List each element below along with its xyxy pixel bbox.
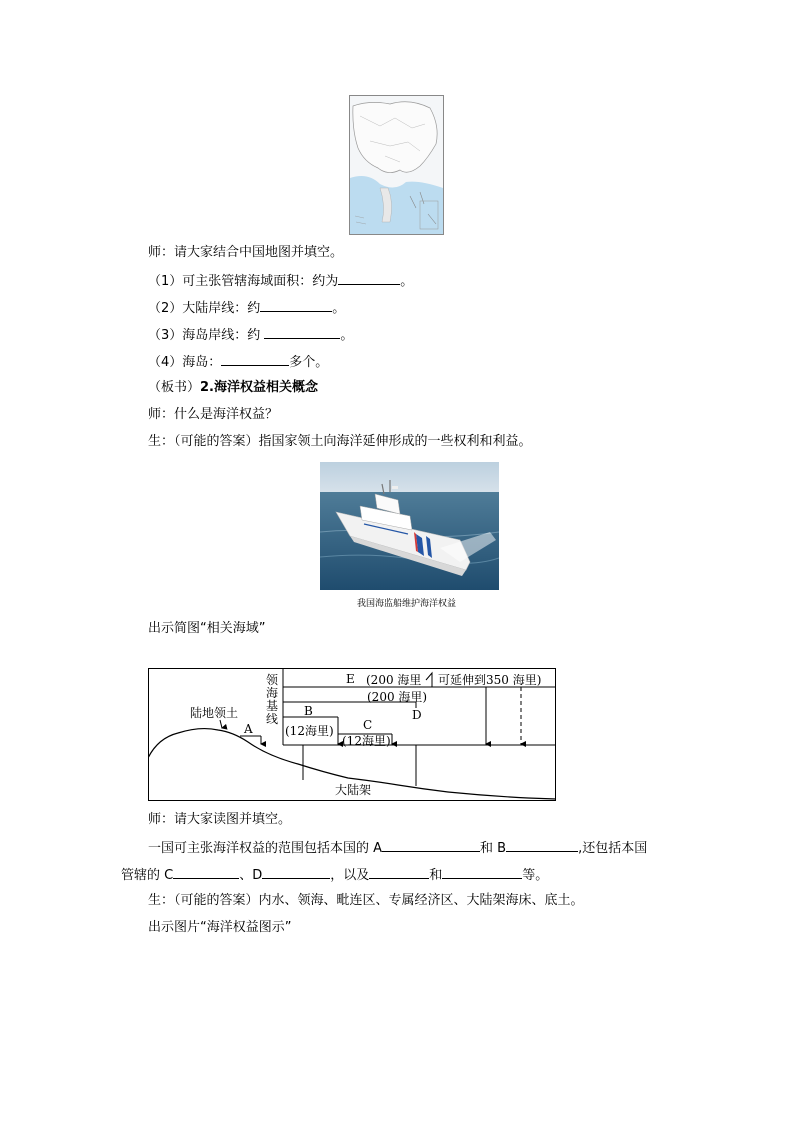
- label-b-sub: (12海里): [285, 724, 334, 738]
- board-title: 2.海洋权益相关概念: [200, 380, 318, 395]
- student-answer: 生：（可能的答案）指国家领土向海洋延伸形成的一些权利和利益。: [148, 434, 532, 449]
- question-1: [148, 271, 413, 291]
- fill-blank-f[interactable]: [442, 865, 522, 879]
- teacher-question: 师：什么是海洋权益？: [148, 407, 279, 422]
- question-1-suffix: 。: [400, 274, 414, 289]
- answer-blank-3[interactable]: [264, 325, 340, 339]
- ship-caption: 我国海监船维护海洋权益: [357, 599, 457, 609]
- china-map-icon: [350, 96, 443, 234]
- baseline-label: [266, 674, 280, 726]
- fill-text-7: 和: [429, 868, 443, 883]
- question-3: [148, 325, 353, 345]
- show-diagram-text: 出示简图“相关海域”: [148, 621, 266, 636]
- fill-text-6: ，以及: [330, 868, 370, 883]
- fill-text-2: 和 B: [480, 841, 507, 856]
- question-4: [148, 352, 328, 372]
- question-intro: 师：请大家结合中国地图并填空。: [148, 245, 344, 260]
- show-picture-text: 出示图片“海洋权益图示”: [148, 920, 292, 935]
- label-c: C: [363, 718, 373, 732]
- answer-blank-4[interactable]: [221, 352, 289, 366]
- board-heading: [148, 379, 318, 397]
- label-a: A: [244, 722, 253, 736]
- label-e-sub: (200 海里: [366, 673, 422, 687]
- question-2-suffix: 。: [332, 301, 346, 316]
- fill-text-1: 一国可主张海洋权益的范围包括本国的 A: [148, 841, 383, 856]
- fill-line-1: [148, 838, 647, 858]
- baseline-char-3: 基: [266, 699, 279, 713]
- read-intro: 师：请大家读图并填空。: [148, 812, 292, 827]
- fill-blank-b[interactable]: [506, 838, 578, 852]
- ship-icon: [320, 462, 499, 590]
- land-label: 陆地领土: [190, 706, 239, 720]
- question-4-text: （4）海岛：: [148, 355, 222, 370]
- baseline-char-1: 领: [266, 673, 279, 687]
- label-d-sub: (200 海里): [367, 690, 428, 704]
- label-b: B: [304, 704, 313, 718]
- fill-line-2: [121, 865, 548, 885]
- baseline-char-4: 线: [266, 712, 279, 726]
- question-2: [148, 298, 345, 318]
- student-answer-2: 生：（可能的答案）内水、领海、毗连区、专属经济区、大陆架海床、底土。: [148, 893, 584, 908]
- baseline-char-2: 海: [266, 686, 279, 700]
- sea-zone-diagram: [148, 668, 556, 801]
- label-e: E: [346, 672, 355, 686]
- fill-blank-d[interactable]: [262, 865, 330, 879]
- question-1-text: （1）可主张管辖海域面积：约为: [148, 274, 339, 289]
- label-c-sub: (12海里): [342, 734, 391, 748]
- board-label: （板书）: [148, 380, 201, 395]
- fill-blank-c[interactable]: [173, 865, 239, 879]
- answer-blank-2[interactable]: [260, 298, 332, 312]
- answer-blank-1[interactable]: [338, 271, 400, 285]
- ship-photo: [320, 462, 499, 590]
- fill-text-8: 等。: [522, 868, 549, 883]
- fill-blank-a[interactable]: [382, 838, 480, 852]
- shelf-label: 大陆架: [335, 783, 372, 797]
- fill-blank-e[interactable]: [369, 865, 429, 879]
- china-map-image: [349, 95, 444, 235]
- fill-text-4: 管辖的 C: [121, 868, 174, 883]
- question-2-text: （2）大陆岸线：约: [148, 301, 261, 316]
- label-d: D: [412, 708, 422, 722]
- fill-text-3: ,还包括本国: [578, 841, 648, 856]
- question-4-suffix: 多个。: [289, 355, 329, 370]
- question-3-text: （3）海岛岸线：约: [148, 328, 265, 343]
- fill-text-5: 、D: [239, 868, 263, 883]
- question-3-suffix: 。: [340, 328, 354, 343]
- label-e-ext: 可延伸到350 海里): [438, 673, 542, 687]
